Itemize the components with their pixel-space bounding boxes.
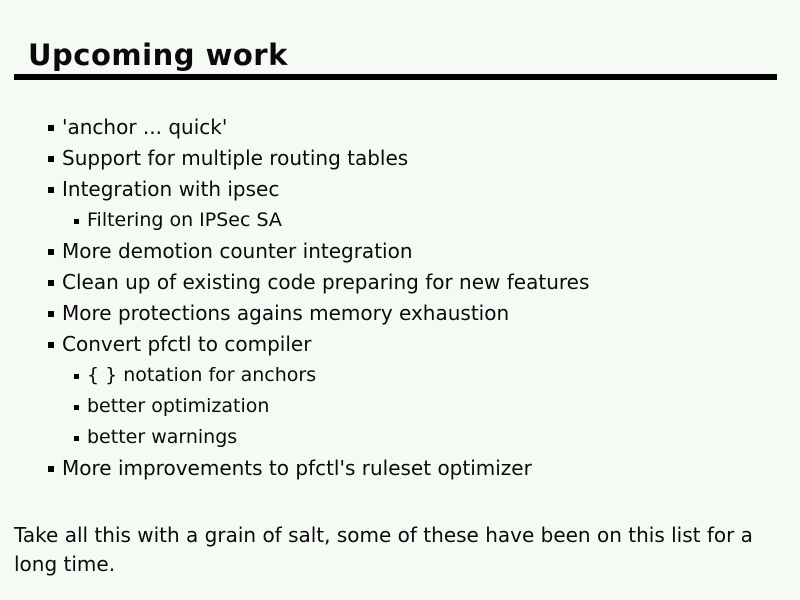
bullet-item	[0, 360, 800, 391]
bullet-item	[0, 422, 800, 453]
bullet-text: { } notation for anchors	[87, 364, 317, 386]
bullet-text: Support for multiple routing tables	[62, 146, 409, 170]
bullet-item	[0, 298, 800, 329]
page-title: Upcoming work	[28, 38, 288, 72]
bullet-text: 'anchor ... quick'	[62, 115, 228, 139]
title-underline	[14, 74, 777, 80]
square-bullet-icon	[74, 436, 79, 441]
square-bullet-icon	[48, 187, 54, 193]
bullet-text: More improvements to pfctl's ruleset optimizer	[62, 456, 532, 480]
bullet-item	[0, 143, 800, 174]
square-bullet-icon	[48, 249, 54, 255]
bullet-text: Convert pfctl to compiler	[62, 332, 312, 356]
bullet-list	[0, 112, 800, 484]
square-bullet-icon	[74, 405, 79, 410]
square-bullet-icon	[48, 280, 54, 286]
bullet-text: More protections agains memory exhaustion	[62, 301, 510, 325]
square-bullet-icon	[74, 374, 79, 379]
bullet-item	[0, 205, 800, 236]
bullet-text: better warnings	[87, 426, 238, 448]
bullet-item	[0, 174, 800, 205]
square-bullet-icon	[48, 125, 54, 131]
bullet-text: Filtering on IPSec SA	[87, 209, 282, 231]
bullet-item	[0, 267, 800, 298]
bullet-text: Clean up of existing code preparing for new features	[62, 270, 590, 294]
bullet-item	[0, 391, 800, 422]
square-bullet-icon	[48, 466, 54, 472]
square-bullet-icon	[48, 342, 54, 348]
bullet-item	[0, 236, 800, 267]
bullet-item	[0, 329, 800, 360]
bullet-text: More demotion counter integration	[62, 239, 413, 263]
bullet-text: better optimization	[87, 395, 270, 417]
bullet-text: Integration with ipsec	[62, 177, 280, 201]
square-bullet-icon	[48, 156, 54, 162]
square-bullet-icon	[48, 311, 54, 317]
bullet-item	[0, 453, 800, 484]
bullet-item	[0, 112, 800, 143]
square-bullet-icon	[74, 219, 79, 224]
footer-note: Take all this with a grain of salt, some of these have been on this list for a long time.	[14, 523, 753, 576]
